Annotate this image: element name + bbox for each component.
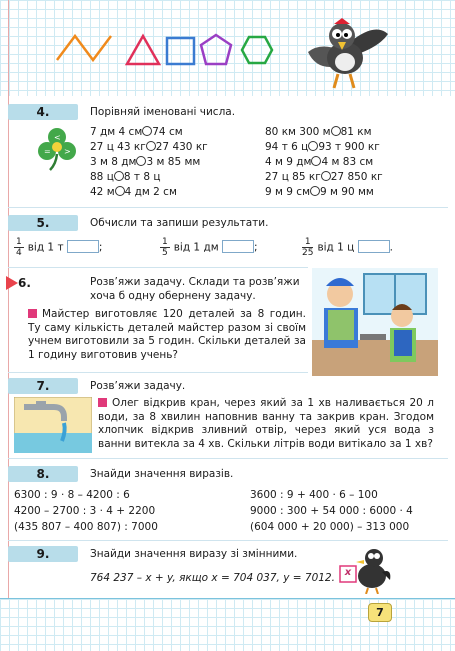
pink-square-marker: [28, 309, 37, 318]
compare-value: 7 дм 4 см: [90, 126, 143, 138]
compare-row-left-3: [90, 156, 200, 168]
task-6-title-line-2: хоча б одну обернену задачу.: [90, 290, 256, 302]
answer-box[interactable]: [358, 240, 390, 253]
compare-circle[interactable]: [308, 141, 318, 151]
task-7-text: Олег відкрив кран, через який за 1 хв наливається 20 л води, за 8 хвилин наповнив ванну та закрив кран. Згодом хлопчик відкрив зливний отвір, через який уся вода з ванни витекла за 4 хв. Скільки літрів води витікало за 1 хв?: [98, 397, 434, 450]
divider: [8, 372, 308, 373]
compare-value: 27 430 кг: [155, 141, 208, 153]
punctuation: ;: [253, 241, 258, 254]
divider: [8, 458, 448, 459]
compare-value: 3 м 8 дм: [90, 156, 137, 168]
fraction-text: від 1 ц: [317, 241, 355, 254]
answer-box[interactable]: [67, 240, 99, 253]
compare-row-left-4: [90, 171, 161, 183]
compare-value: 4 м 9 дм: [265, 156, 312, 168]
divider: [8, 207, 448, 208]
task-8-title: Знайди значення виразів.: [90, 468, 234, 480]
denominator: 25: [302, 248, 314, 258]
punctuation: ;: [98, 241, 103, 254]
expression-right-2: 9000 : 300 + 54 000 : 6000 · 4: [250, 505, 413, 517]
fraction-text: від 1 дм: [173, 241, 219, 254]
divider: [8, 267, 308, 268]
compare-value: 3 м 85 мм: [146, 156, 201, 168]
compare-circle[interactable]: [310, 186, 320, 196]
red-arrow-marker-icon: [6, 276, 18, 290]
task-5-number: 5.: [8, 215, 78, 231]
task-6-title-line-1: Розв’яжи задачу. Склади та розв’яжи: [90, 276, 300, 288]
zigzag-line-shape: [57, 36, 111, 60]
compare-circle[interactable]: [115, 186, 125, 196]
task-4-number: 4.: [8, 104, 78, 120]
compare-circle[interactable]: [142, 126, 152, 136]
answer-box[interactable]: [222, 240, 254, 253]
compare-value: 81 км: [340, 126, 372, 138]
compare-value: 80 км 300 м: [265, 126, 331, 138]
denominator: 4: [16, 248, 22, 258]
compare-value: 4 дм 2 см: [124, 186, 177, 198]
task-7-title: Розв’яжи задачу.: [90, 380, 186, 392]
clover-icon: [36, 126, 78, 172]
compare-value: 8 т 8 ц: [123, 171, 161, 183]
task-6-text: Майстер виготовляє 120 деталей за 8 годин. Ту саму кількість деталей майстер разом зі своїм учнем виготовили за 5 годин. Скільки деталей за 1 годину виготовив учень?: [28, 308, 306, 361]
punctuation: .: [389, 241, 394, 254]
expression-left-1: 6300 : 9 · 8 – 4200 : 6: [14, 489, 130, 501]
svg-text:=: =: [44, 147, 51, 156]
task-6-body: [28, 308, 306, 362]
compare-value: 42 м: [90, 186, 115, 198]
compare-value: 27 850 кг: [330, 171, 383, 183]
expression-left-2: 4200 – 2700 : 3 · 4 + 2200: [14, 505, 156, 517]
expression-right-3: (604 000 + 20 000) – 313 000: [250, 521, 410, 533]
compare-value: 27 ц 43 кг: [90, 141, 146, 153]
pentagon-shape: [201, 35, 231, 64]
task-8-number: 8.: [8, 466, 78, 482]
divider: [8, 540, 448, 541]
fraction-text: від 1 т: [27, 241, 64, 254]
shapes-row: [55, 30, 290, 70]
compare-value: 88 ц: [90, 171, 114, 183]
compare-circle[interactable]: [321, 171, 331, 181]
pink-square-marker: [98, 398, 107, 407]
compare-circle[interactable]: [136, 156, 146, 166]
compare-row-left-2: [90, 141, 208, 153]
page-number: 7: [368, 603, 392, 622]
compare-value: 27 ц 85 кг: [265, 171, 321, 183]
compare-row-right-4: [265, 171, 383, 183]
task-9-title: Знайди значення виразу зі змінними.: [90, 548, 298, 560]
numerator: 1: [16, 237, 22, 247]
faucet-illustration: [14, 397, 92, 453]
numerator: 1: [162, 237, 168, 247]
crow-card-letter: x: [344, 567, 352, 578]
workshop-illustration: [312, 268, 438, 376]
crow-illustration: [300, 12, 390, 94]
expression-left-3: (435 807 – 400 807) : 7000: [14, 521, 158, 533]
compare-circle[interactable]: [114, 171, 124, 181]
compare-circle[interactable]: [146, 141, 156, 151]
compare-value: 4 м 83 см: [321, 156, 374, 168]
compare-row-right-2: [265, 141, 380, 153]
fraction: [160, 237, 170, 258]
compare-row-left-1: [90, 126, 183, 138]
fraction-item-3: [302, 237, 393, 258]
hexagon-shape: [242, 37, 272, 63]
compare-value: 94 т 6 ц: [265, 141, 309, 153]
denominator: 5: [162, 248, 168, 258]
compare-value: 74 см: [152, 126, 183, 138]
triangle-shape: [127, 36, 159, 64]
task-9-expression: 764 237 – x + y, якщо x = 704 037, y = 7012.: [90, 572, 335, 584]
fraction: [14, 237, 24, 258]
compare-circle[interactable]: [311, 156, 321, 166]
fraction-item-1: [14, 237, 102, 258]
task-7-number: 7.: [8, 378, 78, 394]
task-5-title: Обчисли та запиши результати.: [90, 217, 269, 229]
compare-row-right-3: [265, 156, 373, 168]
task-9-number: 9.: [8, 546, 78, 562]
compare-row-right-5: [265, 186, 374, 198]
square-shape: [167, 38, 194, 64]
compare-value: 93 т 900 кг: [318, 141, 380, 153]
compare-value: 9 м 90 мм: [320, 186, 374, 198]
compare-value: 9 м 9 см: [265, 186, 310, 198]
compare-row-right-1: [265, 126, 372, 138]
fraction: [302, 237, 313, 258]
numerator: 1: [302, 237, 313, 248]
expression-right-1: 3600 : 9 + 400 · 6 – 100: [250, 489, 378, 501]
task-4-title: Порівняй іменовані числа.: [90, 106, 236, 118]
compare-row-left-5: [90, 186, 177, 198]
task-7-body: [98, 397, 434, 451]
svg-text:<: <: [54, 133, 61, 142]
task-6-number: 6.: [18, 275, 76, 291]
compare-circle[interactable]: [331, 126, 341, 136]
svg-text:>: >: [64, 147, 71, 156]
fraction-item-2: [160, 237, 258, 258]
